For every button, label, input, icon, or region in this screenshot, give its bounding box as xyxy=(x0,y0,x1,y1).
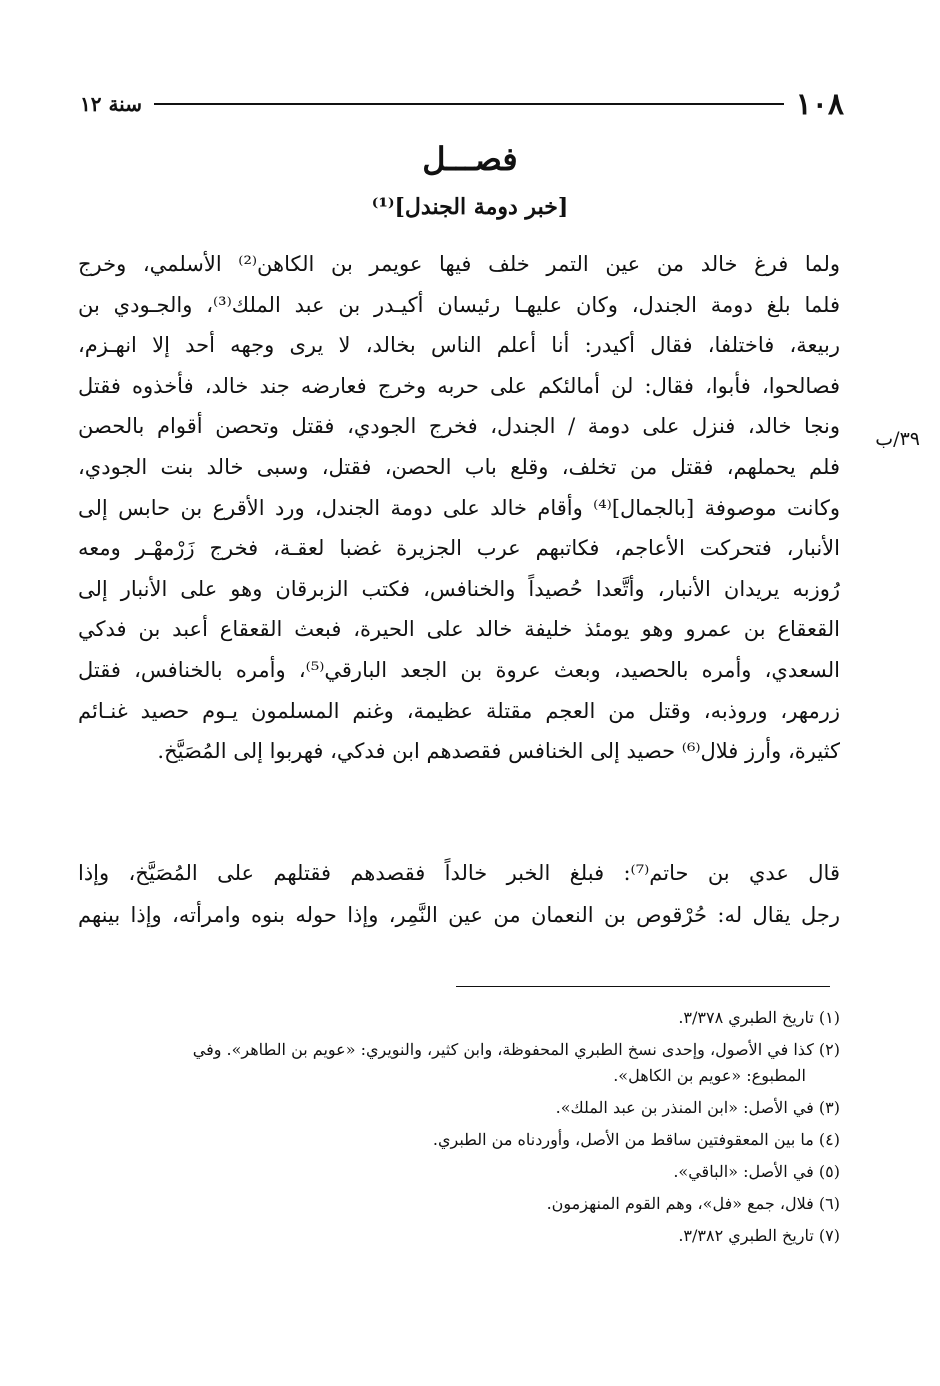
text-line: وكانت موصوفة [بالجمال]⁽⁴⁾ وأقام خالد على دومة الجندل، ورد الأقرع بن حابس إلى xyxy=(78,495,840,520)
text-line: كثيرة، وأرز فلال⁽⁶⁾ حصيد إلى الخنافس فقصدهم ابن فدكي، فهربوا إلى المُصَيَّخ. xyxy=(157,739,840,764)
page-number: ١٠٨ xyxy=(795,86,844,122)
manuscript-folio-note: ٣٩/ب xyxy=(875,428,920,450)
footnote-separator xyxy=(456,986,830,987)
text-line: فلما بلغ دومة الجندل، وكان عليهـا رئيسان أكيـدر بن عبد الملك⁽³⁾، والجـودي بن xyxy=(78,292,840,317)
footnote: (١) تاريخ الطبري ٣/٣٧٨. xyxy=(678,1008,840,1027)
section-subtitle: [خبر دومة الجندل]⁽¹⁾ xyxy=(371,194,569,220)
footnote: (٧) تاريخ الطبري ٣/٣٨٢. xyxy=(678,1226,840,1245)
footnote-continuation: المطبوع: «عويم بن الكاهل». xyxy=(613,1066,806,1085)
text-line: فلم يحملهم، فقتل من تخلف، وقلع باب الحصن، فقتل، وسبى خالد بنت الجودي، xyxy=(78,454,840,479)
text-line: فصالحوا، فأبوا، فقال: لن أمالئكم على حربه وخرج فعارضه جند خالد، فأخذوه فقتل xyxy=(78,373,840,398)
text-line: زرمهر، وروذبه، وقتل من العجم مقتلة عظيمة، وغنم المسلمون يـوم حصيد غنـائم xyxy=(78,698,840,723)
footnote: (٥) في الأصل: «الباقي». xyxy=(673,1162,840,1181)
footnote: (٤) ما بين المعقوفتين ساقط من الأصل، وأوردناه من الطبري. xyxy=(432,1130,840,1149)
main-paragraph xyxy=(78,244,840,772)
year-label: سنة ١٢ xyxy=(80,92,142,116)
text-line: السعدي، وأمره بالحصيد، وبعث عروة بن الجعد البارقي⁽⁵⁾، وأمره بالخنافس، فقتل xyxy=(78,657,840,682)
footnotes xyxy=(78,1005,840,1255)
footnote: (٣) في الأصل: «ابن المنذر بن عبد الملك». xyxy=(555,1098,840,1117)
footnote xyxy=(78,1037,840,1089)
footnote: (٦) فلال، جمع «فل»، وهم القوم المنهزمون. xyxy=(546,1194,840,1213)
text-line: قال عدي بن حاتم⁽⁷⁾: فبلغ الخبر خالداً فقصدهم فقتلهم على المُصَيَّخ، وإذا xyxy=(78,861,840,885)
header-rule xyxy=(154,103,784,105)
text-line: رُوزبه يريدان الأنبار، وأتَّعدا حُصيداً والخنافس، فكتب الزبرقان وهو على الأنبار إلى xyxy=(78,576,840,601)
text-line: القعقاع بن عمرو وهو يومئذ خليفة خالد على الحيرة، فبعث القعقاع أعبد بن فدكي xyxy=(78,617,840,642)
text-line: ونجا خالد، فنزل على دومة / الجندل، فخرج الجودي، فقتل وتحصن أقوام بالحصن xyxy=(78,414,840,439)
text-line: ولما فرغ خالد من عين التمر خلف فيها عويمر بن الكاهن⁽²⁾ الأسلمي، وخرج xyxy=(78,252,840,276)
text-line: الأنبار، فتحركت الأعاجم، فكاتبهم عرب الجزيرة غضبا لعقـة، فخرج زَرْمهْـر ومعه xyxy=(78,536,840,561)
footnote-line: (٢) كذا في الأصول، وإحدى نسخ الطبري المحفوظة، وابن كثير، والنويري: «عويم بن الطاهر». وفي xyxy=(192,1040,840,1059)
second-paragraph xyxy=(78,852,840,936)
text-line: ربيعة، فاختلفا، فقال أكيدر: أنا أعلم الناس بخالد، لا يرى وجهه أحد إلا انهـزم، xyxy=(78,333,840,358)
section-title: فصـــل xyxy=(422,140,518,178)
text-line: رجل يقال له: حُرْقوص بن النعمان من عين النَّمِر، وإذا حوله بنوه وامرأته، وإذا بينهم xyxy=(78,903,840,927)
running-header xyxy=(80,84,844,124)
